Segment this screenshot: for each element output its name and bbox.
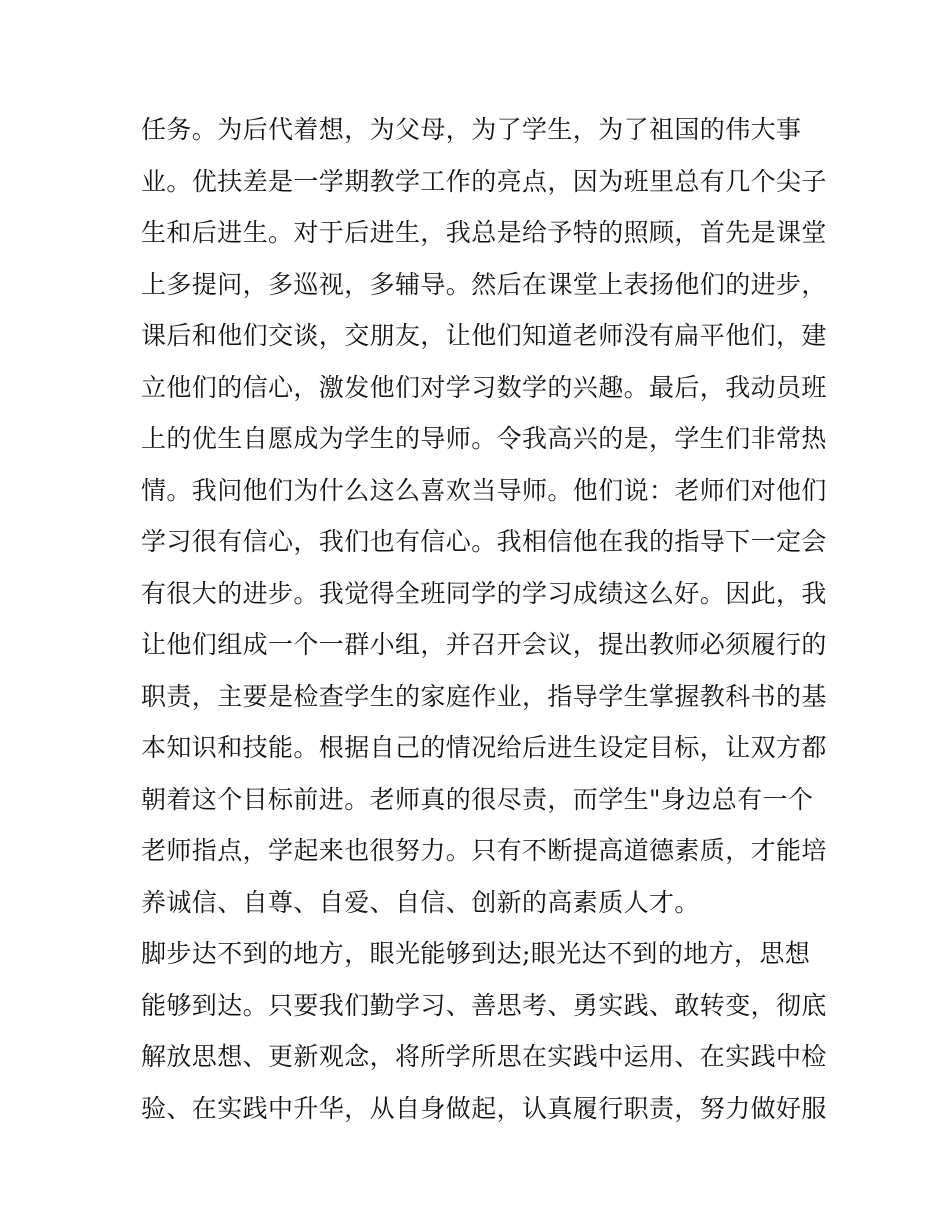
text-line: 上多提问，多巡视，多辅导。然后在课堂上表扬他们的进步， bbox=[141, 269, 827, 299]
text-line: 脚步达不到的地方，眼光能够到达;眼光达不到的地方，思想 bbox=[141, 939, 811, 968]
text-line: 业。优扶差是一学期教学工作的亮点，因为班里总有几个尖子 bbox=[141, 166, 827, 196]
text-line: 立他们的信心，激发他们对学习数学的兴趣。最后，我动员班 bbox=[141, 372, 827, 402]
text-line: 学习很有信心，我们也有信心。我相信他在我的指导下一定会 bbox=[141, 527, 827, 556]
text-line: 解放思想、更新观念，将所学所思在实践中运用、在实践中检 bbox=[141, 1042, 827, 1071]
text-line: 情。我问他们为什么这么喜欢当导师。他们说：老师们对他们 bbox=[141, 475, 827, 505]
text-line: 生和后进生。对于后进生，我总是给予特的照顾，首先是课堂 bbox=[141, 218, 827, 247]
text-line: 课后和他们交谈，交朋友，让他们知道老师没有扁平他们，建 bbox=[141, 321, 827, 350]
text-line: 老师指点，学起来也很努力。只有不断提高道德素质，才能培 bbox=[141, 836, 827, 865]
text-line: 上的优生自愿成为学生的导师。令我高兴的是，学生们非常热 bbox=[141, 424, 827, 453]
text-line: 能够到达。只要我们勤学习、善思考、勇实践、敢转变，彻底 bbox=[141, 990, 827, 1020]
text-line: 让他们组成一个一群小组，并召开会议，提出教师必须履行的 bbox=[141, 630, 827, 659]
text-line: 有很大的进步。我觉得全班同学的学习成绩这么好。因此，我 bbox=[141, 578, 827, 608]
text-line: 验、在实践中升华，从自身做起，认真履行职责，努力做好服 bbox=[141, 1093, 827, 1123]
text-line: 任务。为后代着想，为父母，为了学生，为了祖国的伟大事 bbox=[141, 115, 802, 144]
text-line: 朝着这个目标前进。老师真的很尽责，而学生"身边总有一个 bbox=[141, 784, 814, 814]
text-line: 养诚信、自尊、自爱、自信、创新的高素质人才。 bbox=[141, 887, 700, 917]
document-body bbox=[141, 104, 827, 1134]
text-line: 本知识和技能。根据自己的情况给后进生设定目标，让双方都 bbox=[141, 733, 827, 762]
text-line: 职责，主要是检查学生的家庭作业，指导学生掌握教科书的基 bbox=[141, 681, 827, 711]
